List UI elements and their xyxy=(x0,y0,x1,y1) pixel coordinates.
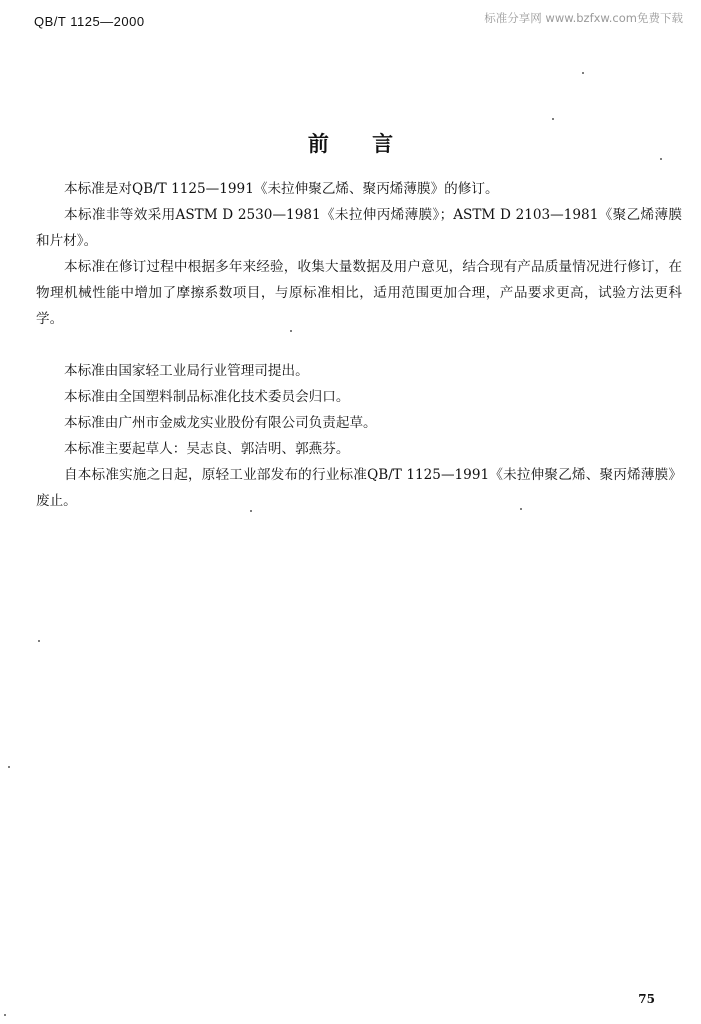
scan-speck xyxy=(660,158,662,160)
scan-speck xyxy=(582,72,584,74)
paragraph-supersedes: 自本标准实施之日起，原轻工业部发布的行业标准QB/T 1125—1991《未拉伸聚乙烯、聚丙烯薄膜》废止。 xyxy=(36,467,682,509)
paragraph-administered-by: 本标准由全国塑料制品标准化技术委员会归口。 xyxy=(64,389,350,405)
page-number: 75 xyxy=(638,992,655,1006)
scan-speck xyxy=(4,1014,6,1016)
paragraph-proposed-by: 本标准由国家轻工业局行业管理司提出。 xyxy=(64,363,309,379)
scan-speck xyxy=(520,508,522,510)
watermark-text: 标准分享网 www.bzfxw.com免费下载 xyxy=(484,11,683,25)
scan-speck xyxy=(250,510,252,512)
scan-speck xyxy=(290,330,292,332)
scan-speck xyxy=(8,766,10,768)
paragraph-drafted-by: 本标准由广州市金威龙实业股份有限公司负责起草。 xyxy=(64,415,377,431)
paragraph-revision-details: 本标准在修订过程中根据多年来经验，收集大量数据及用户意见，结合现有产品质量情况进行修订，在物理机械性能中增加了摩擦系数项目，与原标准相比，适用范围更加合理，产品要求更高，试验方法更科学。 xyxy=(36,259,682,327)
paragraph-main-drafters: 本标准主要起草人：吴志良、郭洁明、郭燕芬。 xyxy=(64,441,350,457)
scan-speck xyxy=(38,640,40,642)
paragraph-revision-note: 本标准是对QB/T 1125—1991《未拉伸聚乙烯、聚丙烯薄膜》的修订。 xyxy=(64,181,499,197)
page-title: 前 言 xyxy=(307,131,412,156)
paragraph-astm-reference: 本标准非等效采用ASTM D 2530—1981《未拉伸丙烯薄膜》；ASTM D 2103—1981《聚乙烯薄膜和片材》。 xyxy=(36,207,682,249)
scan-speck xyxy=(552,118,554,120)
document-body xyxy=(36,176,682,514)
standard-code-header: QB/T 1125—2000 xyxy=(34,14,145,29)
